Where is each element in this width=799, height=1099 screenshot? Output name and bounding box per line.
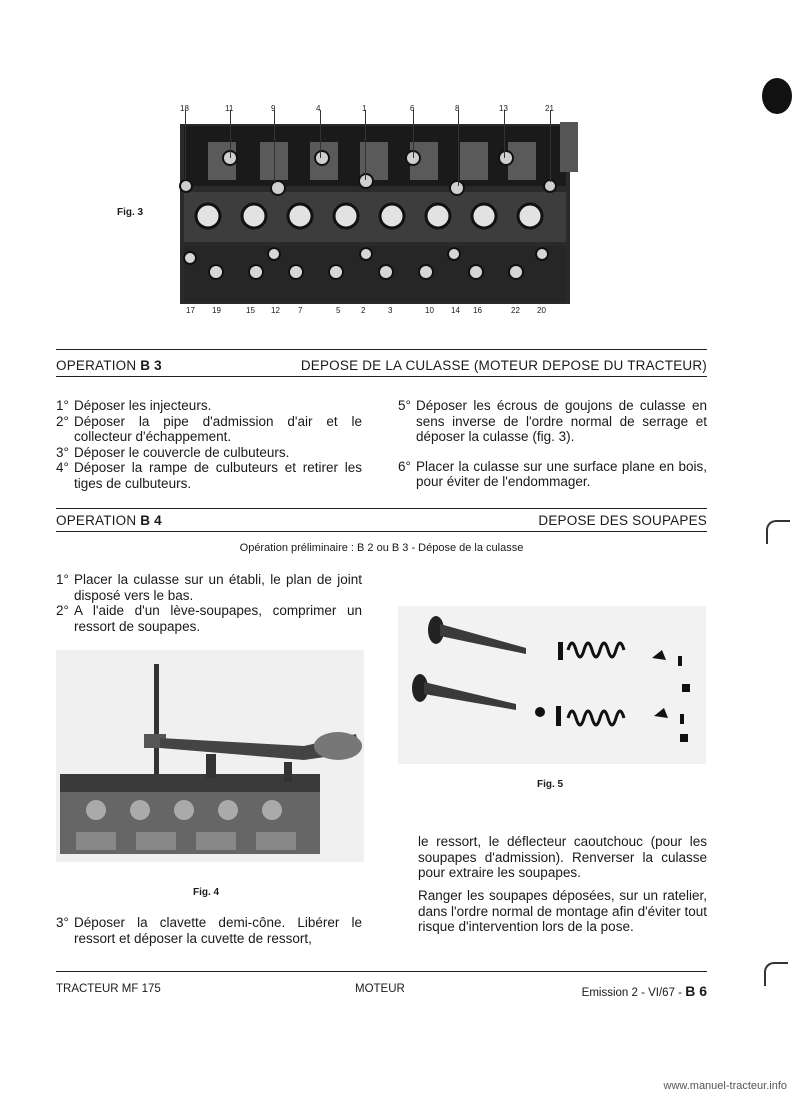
op-b4-preliminary: Opération préliminaire : B 2 ou B 3 - Dépose de la culasse <box>239 542 524 554</box>
op-b4-heading <box>56 513 162 528</box>
op-b4-step <box>56 915 362 946</box>
fig3-callout: 13 <box>499 104 508 113</box>
fig3-callout: 7 <box>298 306 303 315</box>
fig3-callout: 21 <box>545 104 554 113</box>
footer-emission: Emission 2 - VI/67 - <box>581 987 682 999</box>
fig4-label: Fig. 4 <box>193 887 220 898</box>
fig3-cylinder-head-photo <box>170 96 588 328</box>
step-text: Déposer les écrous de goujons de culasse en sens inverse de l'ordre normal de serrage et déposer la culasse (fig. 3). <box>416 398 707 444</box>
step-number: 4° <box>56 460 69 475</box>
op-b3-step <box>56 398 362 414</box>
fig3-callout: 14 <box>451 306 460 315</box>
step-text: Déposer les injecteurs. <box>74 398 212 413</box>
step-number: 2° <box>56 413 69 429</box>
op-b4-right-para-2: Ranger les soupapes déposées, sur un ratelier, dans l'ordre normal de montage afin d'éviter tout risque d'intervention lors de la pose. <box>418 888 707 934</box>
fig3-callout: 17 <box>186 306 195 315</box>
op-b4-step3 <box>56 915 362 946</box>
step-text: Déposer la clavette demi-cône. Libérer le ressort et déposer la cuvette de ressort, <box>74 915 362 946</box>
step-text: Placer la culasse sur une surface plane en bois, pour éviter de l'endommager. <box>416 458 707 489</box>
fig3-callout: 11 <box>225 104 234 113</box>
watermark-url: www.manuel-tracteur.info <box>663 1080 787 1092</box>
fig3-callout: 18 <box>180 104 189 113</box>
fig3-callout: 12 <box>271 306 280 315</box>
op-b3-left-steps <box>56 398 362 491</box>
op-b3-step <box>398 398 707 445</box>
fig3-callout: 15 <box>246 306 255 315</box>
fig3-callout: 19 <box>212 306 221 315</box>
op-b3-right-steps <box>398 398 707 490</box>
step-number: 3° <box>56 444 69 460</box>
step-number: 1° <box>56 572 69 587</box>
step-text: Placer la culasse sur un établi, le plan de joint disposé vers le bas. <box>74 572 362 603</box>
op-b4-title: DEPOSE DES SOUPAPES <box>538 513 707 528</box>
op-b4-step <box>56 572 362 603</box>
step-number: 3° <box>56 915 69 930</box>
op-b3-step <box>56 414 362 445</box>
op-b3-step <box>398 459 707 490</box>
op-b3-step <box>56 460 362 491</box>
fig3-callout: 20 <box>537 306 546 315</box>
op-b4-top-rule <box>56 508 707 509</box>
op-b3-bottom-rule <box>56 376 707 377</box>
fig3-callout: 8 <box>455 104 460 113</box>
footer-right <box>582 983 707 999</box>
fig3-callout: 4 <box>316 104 321 113</box>
step-number: 6° <box>398 458 411 474</box>
fig3-callout: 22 <box>511 306 520 315</box>
binder-hole-mark <box>762 78 792 114</box>
op-b3-top-rule <box>56 349 707 350</box>
fig3-callout: 10 <box>425 306 434 315</box>
fig3-drawing <box>170 96 588 328</box>
step-number: 2° <box>56 603 69 618</box>
margin-bracket-mark <box>766 520 790 544</box>
op-b4-code: B 4 <box>140 513 162 528</box>
fig4-drawing <box>56 650 364 862</box>
step-number: 1° <box>56 398 69 413</box>
op-b3-step <box>56 445 362 461</box>
fig4-valve-spring-compressor-photo <box>56 650 364 862</box>
fig5-valves-photo <box>398 606 706 764</box>
fig3-callout: 9 <box>271 104 276 113</box>
op-b3-heading <box>56 358 162 373</box>
op-b3-code: B 3 <box>140 358 162 373</box>
step-text: Déposer le couvercle de culbuteurs. <box>74 444 290 460</box>
op-b4-right-para-1: le ressort, le déflecteur caoutchouc (pour les soupapes d'admission). Renverser la culasse pour extraire les soupapes. <box>418 834 707 880</box>
footer-rule <box>56 971 707 972</box>
fig3-callout: 16 <box>473 306 482 315</box>
step-text: Déposer la pipe d'admission d'air et le collecteur d'échappement. <box>74 413 362 444</box>
step-text: A l'aide d'un lève-soupapes, comprimer un ressort de soupapes. <box>74 603 362 634</box>
op-b4-bottom-rule <box>56 531 707 532</box>
fig3-callout: 2 <box>361 306 366 315</box>
fig5-label: Fig. 5 <box>537 779 564 790</box>
step-number: 5° <box>398 398 411 413</box>
op-b4-left-steps <box>56 572 362 634</box>
step-text: Déposer la rampe de culbuteurs et retirer les tiges de culbuteurs. <box>74 460 362 491</box>
fig3-callout: 1 <box>362 104 367 113</box>
margin-bracket-mark <box>764 962 788 986</box>
op-b3-prefix: OPERATION <box>56 358 137 373</box>
op-b4-prefix: OPERATION <box>56 513 137 528</box>
footer-center: MOTEUR <box>355 983 405 995</box>
fig3-label: Fig. 3 <box>117 207 144 218</box>
op-b3-title: DEPOSE DE LA CULASSE (MOTEUR DEPOSE DU TRACTEUR) <box>300 358 707 373</box>
fig3-callout: 5 <box>336 306 341 315</box>
fig3-callout: 3 <box>388 306 393 315</box>
footer-left: TRACTEUR MF 175 <box>56 983 161 995</box>
fig3-callout: 6 <box>410 104 415 113</box>
op-b4-step <box>56 603 362 634</box>
fig5-drawing <box>398 606 706 764</box>
footer-page-number: B 6 <box>685 983 707 999</box>
